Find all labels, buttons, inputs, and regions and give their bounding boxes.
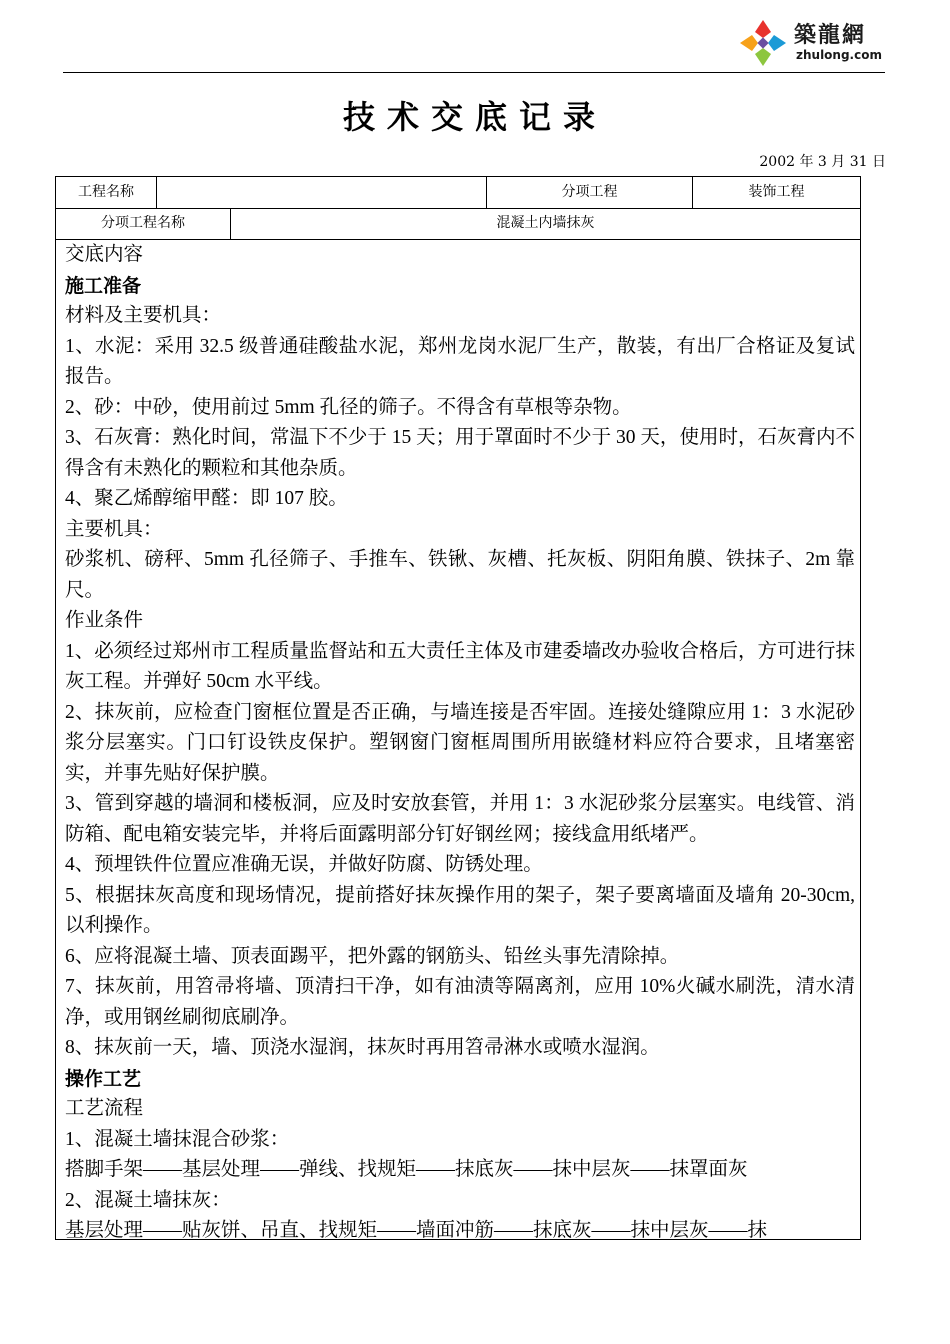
- content-paragraph: 4、聚乙烯醇缩甲醛：即 107 胶。: [65, 488, 348, 509]
- value-sub-project-name: 混凝土内墙抹灰: [496, 215, 595, 231]
- content-paragraph: 1、混凝土墙抹混合砂浆：: [65, 1128, 290, 1150]
- content-paragraph: 2、混凝土墙抹灰：: [65, 1189, 231, 1211]
- content-paragraph: 5、根据抹灰高度和现场情况，提前搭好抹灰操作用的架子，架子要离墙面及墙角 20-30cm,以利操作。: [65, 884, 855, 936]
- content-paragraph: 基层处理——贴灰饼、吊直、找规矩——墙面冲筋——抹底灰——抹中层灰——抹: [65, 1220, 768, 1240]
- content-paragraph: 2、砂：中砂，使用前过 5mm 孔径的筛子。不得含有草根等杂物。: [65, 396, 632, 418]
- content-paragraph: 1、水泥：采用 32.5 级普通硅酸盐水泥，郑州龙岗水泥厂生产，散装，有出厂合格证及复试报告。: [65, 335, 855, 387]
- logo-name-cn: 築龍網: [794, 23, 867, 48]
- content-header: 交底内容: [65, 244, 144, 265]
- zhulong-logo-icon: [738, 18, 788, 68]
- content-paragraph: 7、抹灰前，用笤帚将墙、顶清扫干净，如有油渍等隔离剂，应用 10%火碱水刷洗，清水清净，或用钢丝刷彻底刷净。: [65, 976, 855, 1028]
- logo-domain: zhulong.com: [796, 48, 882, 62]
- header-rule: [63, 72, 885, 73]
- document-date: 2002 年 3 月 31 日: [759, 154, 886, 170]
- content-paragraph: 8、抹灰前一天，墙、顶浇水湿润，抹灰时再用笤帚淋水或喷水湿润。: [65, 1037, 660, 1058]
- content-paragraph: 3、管到穿越的墙洞和楼板洞，应及时安放套管，并用 1：3 水泥砂浆分层塞实。电线管、消防箱、配电箱安装完毕，并将后面露明部分钉好钢丝网；接线盒用纸堵严。: [65, 793, 855, 845]
- value-project-name: [157, 177, 487, 208]
- page-title: 技术交底记录: [342, 98, 607, 136]
- label-sub-project: 分项工程: [487, 177, 693, 208]
- label-sub-project-name: 分项工程名称: [56, 208, 231, 239]
- section-heading: 操作工艺: [65, 1067, 142, 1090]
- value-sub-project: 装饰工程: [748, 184, 805, 200]
- content-paragraph: 主要机具：: [65, 518, 163, 540]
- label-project-name: 工程名称: [56, 177, 157, 208]
- content-paragraph: 工艺流程: [65, 1098, 144, 1119]
- disclosure-content: [65, 240, 855, 1240]
- content-paragraph: 1、必须经过郑州市工程质量监督站和五大责任主体及市建委墙改办验收合格后，方可进行抹灰工程。并弹好 50cm 水平线。: [65, 640, 855, 692]
- section-heading: 施工准备: [65, 274, 142, 297]
- record-sheet: [55, 176, 861, 1240]
- content-paragraph: 材料及主要机具：: [65, 305, 222, 326]
- content-paragraph: 砂浆机、磅秤、5mm 孔径筛子、手推车、铁锹、灰槽、托灰板、阴阳角膜、铁抹子、2m 靠尺。: [65, 549, 855, 601]
- content-paragraph: 6、应将混凝土墙、顶表面踢平，把外露的钢筋头、铅丝头事先清除掉。: [65, 945, 680, 967]
- table-row-project: [56, 177, 860, 209]
- content-paragraph: 搭脚手架——基层处理——弹线、找规矩——抹底灰——抹中层灰——抹罩面灰: [65, 1159, 748, 1180]
- content-paragraph: 3、石灰膏：熟化时间，常温下不少于 15 天；用于罩面时不少于 30 天，使用时，石灰膏内不得含有未熟化的颗粒和其他杂质。: [65, 427, 855, 479]
- content-paragraph: 2、抹灰前，应检查门窗框位置是否正确，与墙连接是否牢固。连接处缝隙应用 1：3 水泥砂浆分层塞实。门口钉设铁皮保护。塑钢窗门窗框周围所用嵌缝材料应符合要求，且堵塞密实，并事先贴好保护膜。: [65, 701, 855, 784]
- table-row-subname: [56, 208, 860, 240]
- zhulong-logo: [738, 16, 898, 70]
- content-lines: [65, 271, 855, 1241]
- content-paragraph: 4、预埋铁件位置应准确无误，并做好防腐、防锈处理。: [65, 854, 543, 875]
- content-paragraph: 作业条件: [65, 610, 144, 631]
